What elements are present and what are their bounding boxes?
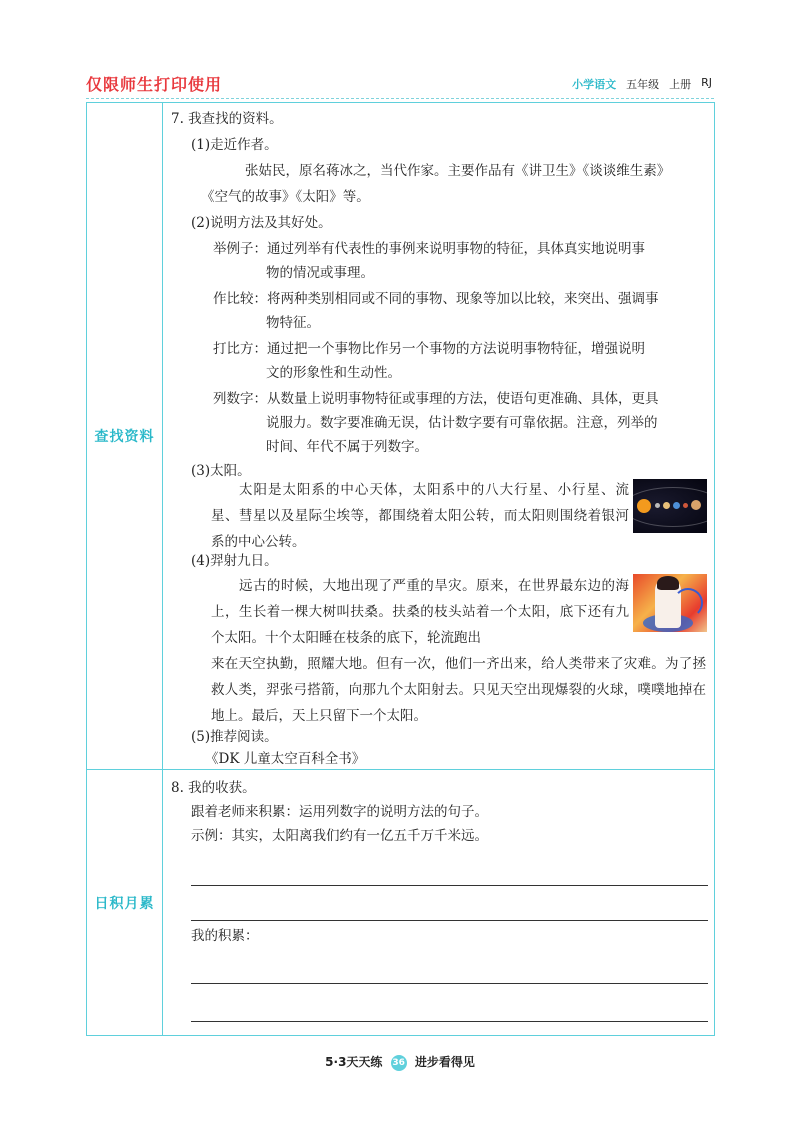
writing-line-2[interactable] [191, 920, 708, 921]
writing-line-4[interactable] [191, 1021, 708, 1022]
question-8-title: 8. 我的收获。 [171, 780, 256, 796]
accumulation-content [165, 770, 714, 1035]
reading-heading: (5)推荐阅读。 [191, 729, 278, 745]
print-notice: 仅限师生打印使用 [86, 75, 223, 94]
accumulation-instruction: 跟着老师来积累：运用列数字的说明方法的句子。 [191, 804, 488, 820]
subject-label: 小学语文 [572, 78, 617, 91]
research-side-label: 查找资料 [87, 103, 163, 769]
sun-paragraph: 太阳是太阳系的中心天体，太阳系中的八大行星、小行星、流星、彗星以及星际尘埃等，都围绕着太阳公转，而太阳则围绕着银河系的中心公转。 [211, 482, 629, 550]
grade-label: 五年级 [626, 78, 660, 91]
method-numbers-line-1: 列数字：从数量上说明事物特征或事理的方法，使语句更准确、具体，更具 [213, 391, 659, 407]
accumulation-side-label: 日积月累 [87, 770, 163, 1035]
method-example-line-2: 物的情况或事理。 [266, 265, 374, 281]
method-metaphor-line-2: 文的形象性和生动性。 [266, 365, 401, 381]
book-info [572, 76, 712, 92]
worksheet-table [86, 102, 715, 1036]
houyi-illustration [633, 574, 707, 632]
recommended-book: 《DK 儿童太空百科全书》 [205, 751, 366, 767]
sun-heading: (3)太阳。 [191, 463, 251, 479]
author-line-2: 《空气的故事》《太阳》等。 [201, 189, 370, 205]
houyi-paragraph-part-a: 远古的时候，大地出现了严重的旱灾。原来，在世界最东边的海上，生长着一棵大树叫扶桑。扶桑的枝头站着一个太阳，底下还有九个太阳。十个太阳睡在枝条的底下，轮流跑出 [211, 578, 629, 646]
question-7-title: 7. 我查找的资料。 [171, 111, 283, 127]
methods-heading: (2)说明方法及其好处。 [191, 215, 332, 231]
houyi-paragraph-part-b: 来在天空执勤，照耀大地。但有一次，他们一齐出来，给人类带来了灾难。为了拯救人类，羿张弓搭箭，向那九个太阳射去。只见天空出现爆裂的火球，噗噗地掉在地上。最后，天上只留下一个太阳。 [211, 656, 706, 724]
volume-label: 上册 [669, 78, 692, 91]
research-section [87, 103, 714, 770]
writing-line-3[interactable] [191, 983, 708, 984]
footer-slogan: 进步看得见 [414, 1055, 475, 1069]
houyi-heading: (4)羿射九日。 [191, 553, 278, 569]
writing-line-1[interactable] [191, 885, 708, 886]
accumulation-section [87, 770, 714, 1035]
solar-system-image [633, 479, 707, 533]
author-line-1: 张姑民，原名蒋冰之，当代作家。主要作品有《讲卫生》《谈谈维生素》 [245, 163, 671, 179]
method-metaphor-line-1: 打比方：通过把一个事物比作另一个事物的方法说明事物特征，增强说明 [213, 341, 645, 357]
page-number: 36 [391, 1055, 407, 1071]
method-numbers-line-2: 说服力。数字要准确无误，估计数字要有可靠依据。注意，列举的 [266, 415, 658, 431]
method-compare-line-1: 作比较：将两种类别相同或不同的事物、现象等加以比较，来突出、强调事 [213, 291, 659, 307]
author-heading: (1)走近作者。 [191, 137, 278, 153]
method-example-line-1: 举例子：通过列举有代表性的事例来说明事物的特征，具体真实地说明事 [213, 241, 645, 257]
method-numbers-line-3: 时间、年代不属于列数字。 [266, 439, 428, 455]
my-accumulation-label: 我的积累： [191, 928, 259, 944]
research-content [165, 103, 714, 769]
page-footer [0, 1053, 800, 1071]
header-divider [86, 98, 714, 99]
method-compare-line-2: 物特征。 [266, 315, 320, 331]
footer-brand: 5·3天天练 [325, 1055, 383, 1069]
edition-label: RJ [701, 76, 712, 89]
example-sentence: 示例：其实，太阳离我们约有一亿五千万千米远。 [191, 828, 488, 844]
